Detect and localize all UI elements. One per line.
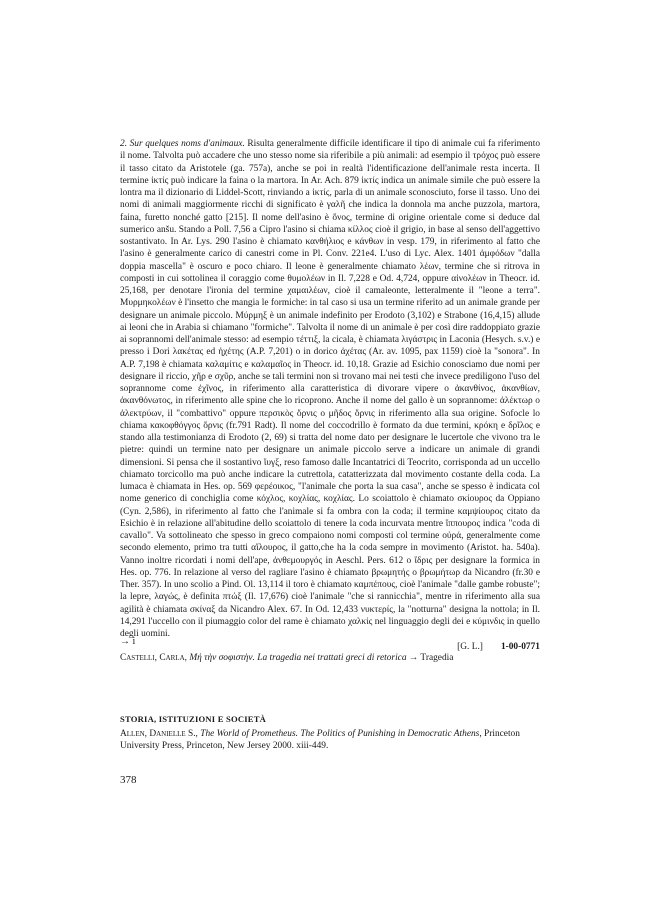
bibliography-entry <box>120 138 540 654</box>
allen-entry <box>120 728 540 752</box>
allen-title: The World of Prometheus. The Politics of Punishing in Democratic Athens <box>200 729 480 739</box>
entry-code: 1-00-0771 <box>500 642 540 653</box>
allen-author: Allen, Danielle S., <box>120 729 198 739</box>
castelli-entry <box>120 652 540 664</box>
section-heading: STORIA, ISTITUZIONI E SOCIETÀ <box>120 714 267 724</box>
allen-publisher: , Princeton University Press, Princeton, New Jersey 2000. xiii-449. <box>120 729 520 751</box>
castelli-title: Μή τὴν σοφιστὴν. La tragedia nei trattati greci di retorica <box>189 653 407 663</box>
castelli-author: Castelli, Carla, <box>120 653 187 663</box>
entry-lead: 2. Sur quelques noms d'animaux. <box>120 139 245 149</box>
entry-body: Risulta generalmente difficile identificare il tipo di animale cui fa riferimento il nome. Talvolta può accadere che uno stesso nome sia riferibile a più animali: ad esempio il τρόχος può essere il tasso citato da Aristotele (ga. 757a), anche se poi in realtà l'identificazione dell'animale resta incerta. Il termine ἰκτίς può indicare la faina o la martora. In Ar. Ach. 879 ἰκτίς indica un animale simile che può essere la lontra ma il dizionario di Liddel-Scott, rinviando a ἰκτίς, parla di un animale sconosciuto, forse il tasso. Uno dei nomi di animali maggiormente ricchi di significato è γαλῆ che indica la donnola ma anche puzzola, martora, faina, furetto nonché gatto [215]. Il nome dell'asino è ὄνος, termine di origine orientale come si deduce dal sumerico anšu. Stando a Poll. 7,56 a Cipro l'asino si chiama κίλλος cioè il grigio, in base al senso dell'aggettivo sostantivato. In Ar. Lys. 290 l'asino è chiamato κανθήλιος e κάνθων in vesp. 179, in riferimento al fatto che l'asino è generalmente carico di canestri come in Pl. Conv. 221e4. L'uso di Lyc. Alex. 1401 ἀμφόδων "dalla doppia mascella" è oscuro e poco chiaro. Il leone è generalmente chiamato λέων, termine che si ritrova in composti in cui sottolinea il coraggio come θυμολέων in Il. 7,228 e Od. 4,724, oppure αἰνολέων in Theocr. id. 25,168, per denotare l'ironia del termine χαμαιλέων, cioè il camaleonte, letteralmente il "leone a terra". Μυρμηκολέων è l'insetto che mangia le formiche: in tal caso si usa un termine riferito ad un animale grande per designare un animale piccolo. Μύρμηξ è un animale indefinito per Erodoto (3,102) e Strabone (16,4,15) allude ai leoni che in Arabia si chiamano "formiche". Talvolta il nome di un animale è per così dire raddoppiato grazie ai soprannomi dell'animale stesso: ad esempio τέττιξ, la cicala, è chiamata λιγάστρις in Laconia (Hesych. s.v.) e presso i Dori λακέτας ed ἠχέτης (A.P. 7,201) o in dorico ἀχέτας (Ar. av. 1095, pax 1159) cioè la "sonora". In A.P. 7,198 è chiamata καλαμίτις e καλαμαῖος in Theocr. id. 10,18. Grazie ad Esichio conosciamo due nomi per designare il riccio, χῆρ e σχῦρ, anche se tali termini non si trovano mai nei testi che invece prediligono l'uso del soprannome come ἐχῖνος, in riferimento alla caratteristica di divorare vipere o ἀκανθίνος, ἀκανθίων, ἀκανθόνωτος, in riferimento alle spine che lo ricoprono. Anche il nome del gallo è un soprannome: ἀλέκτωρ o ἀλεκτρύων, il "combattivo" oppure περσικὸς ὄρνις o μῆδος ὄρνις in riferimento alla sua origine. Sofocle lo chiama κακοφθόγγος ὄρνις (fr.791 Radt). Il nome del coccodrillo è formato da due termini, κρόκη e δρῖλος e stando alla testimonianza di Erodoto (2, 69) si tratta del nome dato per designare le lucertole che vivono tra le pietre: quindi un termine nato per designare un animale piccolo serve a indicare un animale di grandi dimensioni. Si pensa che il sostantivo ἴυγξ, reso famoso dalle Incantatrici di Teocrito, corrisponda ad un uccello chiamato torcicollo ma può anche indicare la cutrettola, catatterizzata dal movimento costante della coda. La lumaca è chiamata in Hes. op. 569 φερέοικος, "l'animale che porta la sua casa", anche se spesso è indicata col nome generico di conchiglia come κόχλος, κοχλίας, κοχλίας. Lo scoiattolo è chiamato σκίουρος da Oppiano (Cyn. 2,586), in riferimento al fatto che l'animale si fa ombra con la coda; il termine καμψίουρος citato da Esichio è in relazione all'abitudine dello scoiattolo di tenere la coda incurvata mentre ἵππουρος indica "coda di cavallo". Va sottolineato che spesso in greco compaiono nomi composti col termine οὐρά, generalmente come secondo elemento, primo tra tutti αἴλουρος, il gatto,che ha la coda sempre in movimento (Aristot. ha. 540a). Vanno inoltre ricordati i nomi dell'ape, ἀνθεμουργός in Aeschl. Pers. 612 o ἴδρις per designare la formica in Hes. op. 776. In relazione al verso del ragliare l'asino è chiamato βρωμητής o βρωμήτωρ da Nicandro (fr.30 e Ther. 357). In uno scolio a Pind. Ol. 13,114 il toro è chiamato καμπέπους, cioè l'animale "dalle gambe robuste"; la lepre, λαγώς, è definita πτώξ (Il. 17,676) cioè l'animale "che si rannicchia", mentre in riferimento alla sua agilità è chiamata σκίναξ da Nicandro Alex. 67. In Od. 12,433 νυκτερίς, la "notturna" designa la nottola; in Il. 14,291 l'uccello con il piumaggio color del rame è chiamato χαλκίς nel linguaggio degli dei e κύμινδις in quello degli uomini. <box>120 139 541 639</box>
cross-reference-arrow: → i <box>120 636 136 647</box>
castelli-link: → Tragedia <box>408 653 454 663</box>
entry-text <box>120 138 540 640</box>
page-number: 378 <box>120 774 137 786</box>
entry-initials: [G. L.] <box>457 642 483 653</box>
